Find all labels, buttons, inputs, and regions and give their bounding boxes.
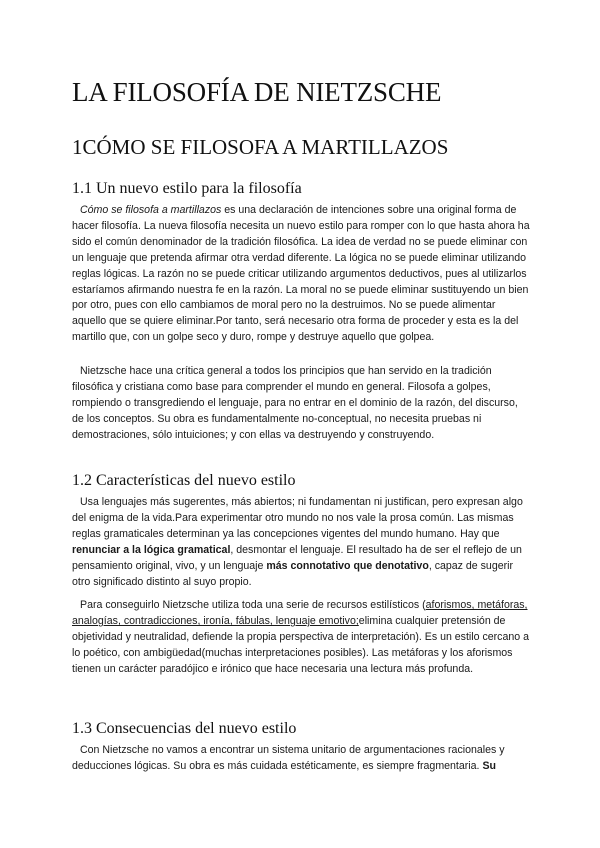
paragraph-text: Usa lenguajes más sugerentes, más abiertos; ni fundamentan ni justifican, pero expresan algo del enigma de la vida.Para experimentar otro mundo no nos vale la prosa común. Las mismas reglas gramaticales determinan ya las concepciones vigentes del mundo humano. Hay que [72,496,523,540]
italic-title: Cómo se filosofa a martillazos [80,204,222,216]
bold-phrase: renunciar a la lógica gramatical [72,543,231,556]
bold-phrase: Su [482,759,496,772]
paragraph-text: , desmontar el lenguaje. El resultado ha de ser el reflejo de un pensamiento original, vivo, y un lenguaje [72,543,522,572]
subsection-heading-1-1: 1.1 Un nuevo estilo para la filosofía [72,180,302,197]
bold-phrase: más connotativo que denotativo [266,559,429,572]
paragraph-text: Con Nietzsche no vamos a encontrar un sistema unitario de argumentaciones racionales y deducciones lógicas. Su obra es más cuidada estéticamente, es siempre fragmentaria. [72,744,505,772]
paragraph-1-1-b: Nietzsche hace una crítica general a todos los principios que han servido en la tradición filosófica y cristiana como base para comprender el mundo en general. Filosofa a golpes, rompiendo o transgrediendo el lenguaje, para no entrar en el dominio de la razón, del discurso, de los conceptos. Su obra es fundamentalmente no-conceptual, no necesita pruebas ni demostraciones, sólo intuiciones; y con ellas va destruyendo y construyendo. [72,365,518,441]
section-heading: 1CÓMO SE FILOSOFA A MARTILLAZOS [72,135,449,159]
paragraph-1-1-a [72,203,532,346]
paragraph-text: Para conseguirlo Nietzsche utiliza toda una serie de recursos estilísticos ( [80,599,426,611]
underlined-phrase: aforismos, metáforas, analogías, contradicciones, ironía, fábulas, lenguaje emotivo; [72,599,528,627]
paragraph-text: es una declaración de intenciones sobre una original forma de hacer filosofía. La nueva filosofía necesita un nuevo estilo para romper con lo que hasta ahora ha sido el común denominador de la tradición filosófica. La idea de verdad no se puede eliminar con un lenguaje que pretenda afirmar otra verdad diferente. La lógica no se puede eliminar utilizando reglas lógicas. La razón no se puede criticar utilizando argumentos deductivos, pues al utilizarlos estaríamos afirmando nuestra fe en la razón. La moral no se puede eliminar sustituyendo un bien por otro, pues con ello cambiamos de moral pero no la destruimos. No se puede alimentar aquello que se quiere eliminar.Por tanto, será necesario otra forma de proceder y esta es la del martillo que, con un golpe seco y duro, rompe y destruye aquello que golpea. [72,204,530,344]
paragraph-1-2-b [72,598,532,678]
paragraph-text: elimina cualquier pretensión de objetividad y neutralidad, defiende la propia perspectiva de interpretación). Es un estilo cercano a lo poético, con ambigüedad(muchas interpretaciones posibles). Las metáforas y los aforismos tienen un carácter paradójico e irónico que hace necesaria una lectura más profunda. [72,614,529,675]
document-title: LA FILOSOFÍA DE NIETZSCHE [72,77,442,107]
paragraph-1-2-a [72,495,532,590]
subsection-heading-1-2: 1.2 Características del nuevo estilo [72,472,296,489]
paragraph-text: , capaz de sugerir otro significado distinto al suyo propio. [72,559,514,588]
subsection-heading-1-3: 1.3 Consecuencias del nuevo estilo [72,720,297,737]
paragraph-1-3-a [72,743,532,775]
